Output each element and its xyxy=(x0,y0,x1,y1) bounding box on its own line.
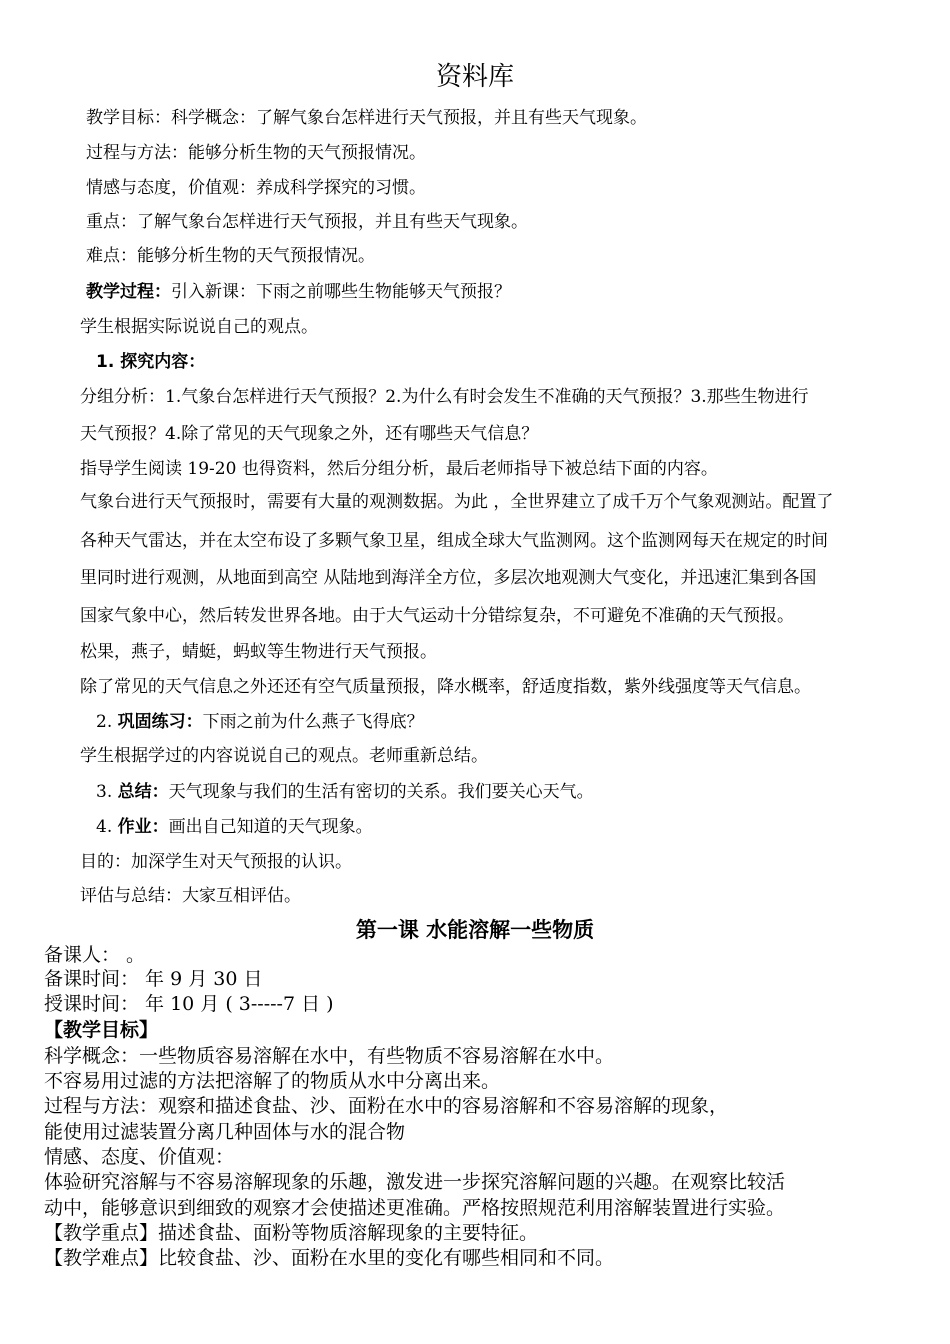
bold-label: 总结： xyxy=(117,782,169,802)
text-line: 松果，燕子，蜻蜓，蚂蚁等生物进行天气预报。 xyxy=(80,642,437,662)
text-line: 分组分析：1.气象台怎样进行天气预报？2.为什么有时会发生不准确的天气预报？3.那些生物进行 xyxy=(80,387,809,407)
text-line: 气象台进行天气预报时，需要有大量的观测数据。为此 ，全世界建立了成千万个气象观测站。配置了 xyxy=(80,492,834,512)
lesson-heading: 第一课 水能溶解一些物质 xyxy=(355,918,595,942)
text-line: 情感与态度，价值观：养成科学探究的习惯。 xyxy=(86,178,426,198)
text-span: 天气现象与我们的生活有密切的关系。我们要关心天气。 xyxy=(168,782,594,802)
text-line: 天气预报？4.除了常见的天气现象之外，还有哪些天气信息？ xyxy=(80,424,539,444)
section-heading: 1. 探究内容： xyxy=(96,352,206,372)
text-span: 画出自己知道的天气现象。 xyxy=(168,817,373,837)
text-line: 难点：能够分析生物的天气预报情况。 xyxy=(86,246,375,266)
text-line: 教学目标：科学概念：了解气象台怎样进行天气预报，并且有些天气现象。 xyxy=(86,108,647,128)
text-line: 【教学重点】描述食盐、面粉等物质溶解现象的主要特征。 xyxy=(44,1222,539,1244)
text-line xyxy=(96,712,424,732)
text-line: 评估与总结：大家互相评估。 xyxy=(80,886,301,906)
text-line: 过程与方法：能够分析生物的天气预报情况。 xyxy=(86,143,426,163)
text-line: 不容易用过滤的方法把溶解了的物质从水中分离出来。 xyxy=(44,1070,501,1092)
text-line: 各种天气雷达，并在太空布设了多颗气象卫星，组成全球大气监测网。这个监测网每天在规定的时间 xyxy=(80,531,828,551)
text-line: 目的：加深学生对天气预报的认识。 xyxy=(80,852,352,872)
bold-label: 巩固练习： xyxy=(117,712,203,732)
text-line: 动中，能够意识到细致的观察才会使描述更准确。严格按照规范利用溶解装置进行实验。 xyxy=(44,1197,786,1219)
list-number: 3. xyxy=(96,782,113,802)
text-line: 学生根据实际说说自己的观点。 xyxy=(80,317,318,337)
text-span: 引入新课：下雨之前哪些生物能够天气预报？ xyxy=(171,282,511,302)
text-line: 科学概念：一些物质容易溶解在水中，有些物质不容易溶解在水中。 xyxy=(44,1045,615,1067)
text-line xyxy=(86,282,511,302)
text-line: 除了常见的天气信息之外还还有空气质量预报，降水概率，舒适度指数，紫外线强度等天气信息。 xyxy=(80,677,811,697)
text-line: 过程与方法：观察和描述食盐、沙、面粉在水中的容易溶解和不容易溶解的现象， xyxy=(44,1095,729,1117)
text-line: 学生根据学过的内容说说自己的观点。老师重新总结。 xyxy=(80,746,488,766)
text-line: 授课时间： 年 10 月 ( 3-----7 日 ) xyxy=(44,993,334,1015)
page-title: 资料库 xyxy=(435,62,514,92)
text-line: 备课时间： 年 9 月 30 日 xyxy=(44,968,263,990)
section-label: 【教学目标】 xyxy=(44,1019,159,1041)
text-line: 重点：了解气象台怎样进行天气预报，并且有些天气现象。 xyxy=(86,212,528,232)
text-line: 体验研究溶解与不容易溶解现象的乐趣，激发进一步探究溶解问题的兴趣。在观察比较活 xyxy=(44,1171,786,1193)
text-line: 国家气象中心，然后转发世界各地。由于大气运动十分错综复杂，不可避免不准确的天气预报。 xyxy=(80,606,794,626)
text-span: 下雨之前为什么燕子飞得底？ xyxy=(202,712,424,732)
list-number: 4. xyxy=(96,817,113,837)
text-line: 【教学难点】比较食盐、沙、面粉在水里的变化有哪些相同和不同。 xyxy=(44,1247,615,1269)
text-line xyxy=(96,782,594,802)
text-line: 情感、态度、价值观： xyxy=(44,1146,235,1168)
text-line xyxy=(96,817,373,837)
bold-label: 作业： xyxy=(117,817,169,837)
bold-label: 教学过程： xyxy=(86,282,171,302)
list-number: 2. xyxy=(96,712,113,732)
text-line: 能使用过滤装置分离几种固体与水的混合物 xyxy=(44,1121,406,1143)
text-line: 里同时进行观测，从地面到高空 从陆地到海洋全方位，多层次地观测大气变化，并迅速汇集到各国 xyxy=(80,568,817,588)
text-line: 指导学生阅读 19-20 也得资料，然后分组分析，最后老师指导下被总结下面的内容。 xyxy=(80,459,718,479)
text-line: 备课人： 。 xyxy=(44,944,146,966)
